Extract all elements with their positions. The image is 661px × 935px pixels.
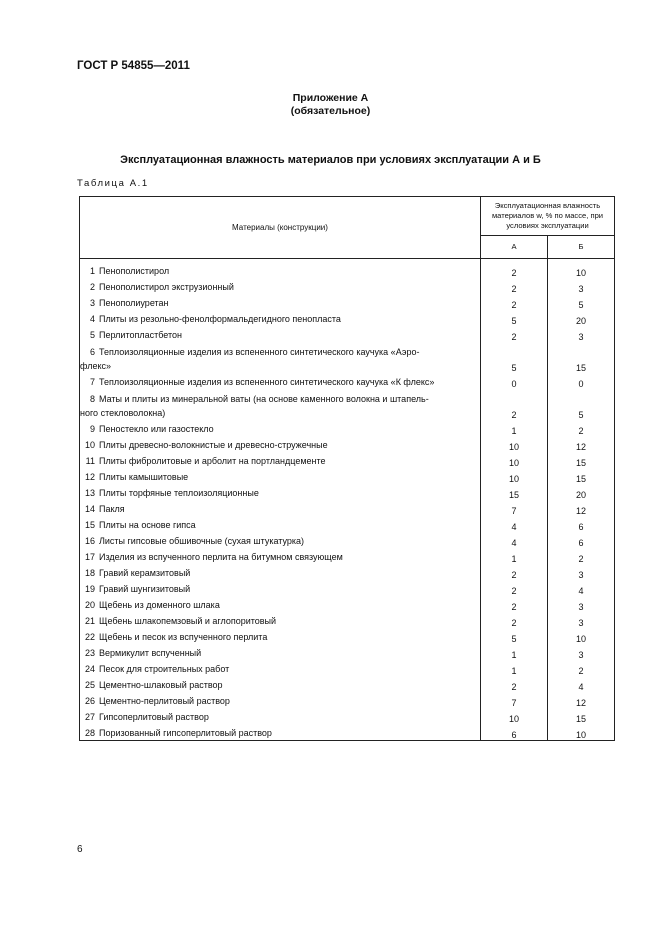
table-row [80, 294, 615, 310]
moisture-value-b: 6 [548, 532, 615, 548]
table-row [80, 516, 615, 532]
material-cell [80, 294, 481, 310]
moisture-value-a: 2 [481, 580, 548, 596]
material-cell [80, 580, 481, 596]
moisture-value-a: 10 [481, 468, 548, 484]
material-name: Гравий керамзитовый [99, 568, 191, 578]
moisture-value-a: 6 [481, 724, 548, 741]
table-row [80, 500, 615, 516]
material-name: Щебень и песок из вспученного перлита [99, 632, 268, 642]
row-number: 13 [84, 488, 95, 498]
material-name-line [80, 392, 480, 406]
table-row [80, 548, 615, 564]
material-cell [80, 516, 481, 532]
moisture-value-a: 7 [481, 692, 548, 708]
material-cell [80, 278, 481, 294]
material-name: Плиты торфяные теплоизоляционные [99, 488, 259, 498]
material-name: Цементно-перлитовый раствор [99, 696, 230, 706]
moisture-value-a: 1 [481, 644, 548, 660]
moisture-column-header: Эксплуатационная влажность материалов w, % по массе, при условиях эксплуатации [481, 197, 615, 236]
row-number: 11 [85, 456, 95, 466]
materials-column-header: Материалы (конструкции) [80, 197, 481, 259]
moisture-value-a: 1 [481, 420, 548, 436]
material-cell [80, 389, 481, 420]
moisture-value-b: 15 [548, 708, 615, 724]
row-number: 10 [84, 440, 95, 450]
material-name: Перлитопластбетон [99, 330, 182, 340]
material-name: Плиты камышитовые [99, 472, 189, 482]
material-cell [80, 484, 481, 500]
moisture-value-a: 10 [481, 708, 548, 724]
moisture-value-a: 10 [481, 452, 548, 468]
table-row [80, 310, 615, 326]
moisture-value-a: 2 [481, 389, 548, 420]
moisture-value-b: 20 [548, 484, 615, 500]
material-name: Плиты фибролитовые и арболит на портландцементе [99, 456, 326, 466]
material-cell [80, 596, 481, 612]
row-number: 3 [89, 298, 95, 308]
material-cell [80, 420, 481, 436]
moisture-value-b: 3 [548, 326, 615, 342]
moisture-value-a: 1 [481, 548, 548, 564]
table-row [80, 389, 615, 420]
moisture-value-b: 5 [548, 389, 615, 420]
moisture-value-b: 4 [548, 676, 615, 692]
moisture-value-a: 2 [481, 596, 548, 612]
moisture-value-b: 6 [548, 516, 615, 532]
moisture-value-a: 5 [481, 342, 548, 373]
table-row [80, 278, 615, 294]
moisture-value-b: 2 [548, 548, 615, 564]
material-cell [80, 708, 481, 724]
material-name: Листы гипсовые обшивочные (сухая штукатурка) [99, 536, 305, 546]
table-body [80, 259, 615, 741]
material-name: Вермикулит вспученный [99, 648, 202, 658]
material-cell [80, 692, 481, 708]
row-number: 15 [84, 520, 95, 530]
material-name: Пакля [99, 504, 125, 514]
moisture-value-a: 7 [481, 500, 548, 516]
table-caption: Таблица А.1 [77, 178, 149, 189]
moisture-value-b: 12 [548, 436, 615, 452]
table-row [80, 532, 615, 548]
condition-a-header: А [481, 235, 548, 258]
moisture-value-a: 2 [481, 676, 548, 692]
material-name: Пеностекло или газостекло [99, 424, 214, 434]
moisture-value-a: 1 [481, 660, 548, 676]
material-cell [80, 724, 481, 741]
material-name: Теплоизоляционные изделия из вспененного синтетического каучука «К флекс» [99, 377, 435, 387]
table-row [80, 484, 615, 500]
material-name: Гипсоперлитовый раствор [99, 712, 209, 722]
table-row [80, 420, 615, 436]
material-cell [80, 468, 481, 484]
page-number: 6 [77, 844, 83, 855]
moisture-value-b: 15 [548, 468, 615, 484]
table-row [80, 580, 615, 596]
material-name: Плиты на основе гипса [99, 520, 196, 530]
moisture-value-b: 0 [548, 373, 615, 389]
row-number: 17 [84, 552, 95, 562]
material-name: Цементно-шлаковый раствор [99, 680, 223, 690]
annex-status: (обязательное) [290, 105, 371, 117]
annex-title: Приложение А [292, 92, 369, 104]
table-row [80, 564, 615, 580]
moisture-value-b: 12 [548, 692, 615, 708]
table-row [80, 708, 615, 724]
material-name-line [80, 345, 480, 359]
material-cell [80, 500, 481, 516]
material-cell [80, 326, 481, 342]
material-cell [80, 452, 481, 468]
material-cell [80, 310, 481, 326]
material-name: Песок для строительных работ [99, 664, 230, 674]
annex-block [0, 92, 661, 118]
material-name: Плиты древесно-волокнистые и древесно-стружечные [99, 440, 328, 450]
moisture-value-b: 10 [548, 262, 615, 278]
table-row [80, 326, 615, 342]
material-name: Маты и плиты из минеральной ваты (на основе каменного волокна и штапель- [99, 394, 429, 404]
material-cell [80, 436, 481, 452]
row-number: 27 [84, 712, 95, 722]
material-name: Пенополистирол [99, 266, 170, 276]
material-name: Поризованный гипсоперлитовый раствор [99, 728, 272, 738]
moisture-table [79, 196, 615, 741]
table-row [80, 596, 615, 612]
row-number: 20 [84, 600, 95, 610]
moisture-value-a: 4 [481, 532, 548, 548]
row-number: 28 [84, 728, 95, 738]
row-number: 12 [84, 472, 95, 482]
row-number: 18 [84, 568, 95, 578]
condition-b-header: Б [548, 235, 615, 258]
table-row [80, 612, 615, 628]
material-cell [80, 548, 481, 564]
moisture-value-b: 15 [548, 452, 615, 468]
row-number: 24 [84, 664, 95, 674]
table-row [80, 373, 615, 389]
row-number: 1 [89, 266, 95, 276]
moisture-value-b: 10 [548, 724, 615, 741]
moisture-value-a: 2 [481, 564, 548, 580]
row-number: 21 [84, 616, 95, 626]
material-cell [80, 660, 481, 676]
material-name: Пенополистирол экструзионный [99, 282, 234, 292]
row-number: 14 [84, 504, 95, 514]
table-row [80, 724, 615, 741]
moisture-value-b: 3 [548, 564, 615, 580]
material-cell [80, 373, 481, 389]
material-cell [80, 644, 481, 660]
table-row [80, 692, 615, 708]
row-number: 16 [84, 536, 95, 546]
moisture-value-b: 3 [548, 644, 615, 660]
row-number: 19 [84, 584, 95, 594]
document-code: ГОСТ Р 54855—2011 [77, 60, 190, 72]
material-cell [80, 628, 481, 644]
moisture-value-b: 10 [548, 628, 615, 644]
row-number: 4 [89, 314, 95, 324]
table-row [80, 660, 615, 676]
moisture-value-a: 2 [481, 294, 548, 310]
moisture-value-b: 2 [548, 660, 615, 676]
material-name: Щебень из доменного шлака [99, 600, 220, 610]
moisture-value-b: 3 [548, 596, 615, 612]
moisture-value-b: 3 [548, 278, 615, 294]
moisture-value-a: 2 [481, 326, 548, 342]
row-number: 7 [89, 377, 95, 387]
material-name: Теплоизоляционные изделия из вспененного синтетического каучука «Аэро- [99, 347, 420, 357]
table-row [80, 676, 615, 692]
material-cell [80, 262, 481, 278]
material-name: Гравий шунгизитовый [99, 584, 191, 594]
material-cell [80, 564, 481, 580]
moisture-value-a: 2 [481, 262, 548, 278]
moisture-value-b: 12 [548, 500, 615, 516]
material-cell [80, 342, 481, 373]
row-number: 6 [89, 347, 95, 357]
table-row [80, 644, 615, 660]
material-name: Пенополиуретан [99, 298, 169, 308]
moisture-value-b: 20 [548, 310, 615, 326]
section-heading: Эксплуатационная влажность материалов при условиях эксплуатации А и Б [120, 154, 541, 166]
moisture-value-b: 3 [548, 612, 615, 628]
moisture-value-a: 5 [481, 628, 548, 644]
row-number: 8 [89, 394, 95, 404]
moisture-value-a: 2 [481, 612, 548, 628]
moisture-value-a: 10 [481, 436, 548, 452]
material-name-continuation: флекс» [80, 361, 112, 371]
moisture-value-a: 5 [481, 310, 548, 326]
material-cell [80, 532, 481, 548]
row-number: 9 [89, 424, 95, 434]
material-name-continuation: ного стекловолокна) [80, 408, 166, 418]
table-row [80, 262, 615, 278]
material-name: Изделия из вспученного перлита на битумном связующем [99, 552, 343, 562]
row-number: 26 [84, 696, 95, 706]
table-row [80, 436, 615, 452]
material-name: Щебень шлакопемзовый и аглопоритовый [99, 616, 277, 626]
row-number: 5 [89, 330, 95, 340]
moisture-value-a: 2 [481, 278, 548, 294]
moisture-value-b: 2 [548, 420, 615, 436]
material-cell [80, 676, 481, 692]
row-number: 2 [89, 282, 95, 292]
table-row [80, 452, 615, 468]
material-name: Плиты из резольно-фенолформальдегидного пенопласта [99, 314, 341, 324]
moisture-value-b: 4 [548, 580, 615, 596]
moisture-value-a: 0 [481, 373, 548, 389]
moisture-value-a: 15 [481, 484, 548, 500]
table-row [80, 468, 615, 484]
row-number: 22 [84, 632, 95, 642]
table-row [80, 342, 615, 373]
row-number: 23 [84, 648, 95, 658]
moisture-value-a: 4 [481, 516, 548, 532]
moisture-value-b: 5 [548, 294, 615, 310]
moisture-value-b: 15 [548, 342, 615, 373]
table-row [80, 628, 615, 644]
row-number: 25 [84, 680, 95, 690]
material-cell [80, 612, 481, 628]
